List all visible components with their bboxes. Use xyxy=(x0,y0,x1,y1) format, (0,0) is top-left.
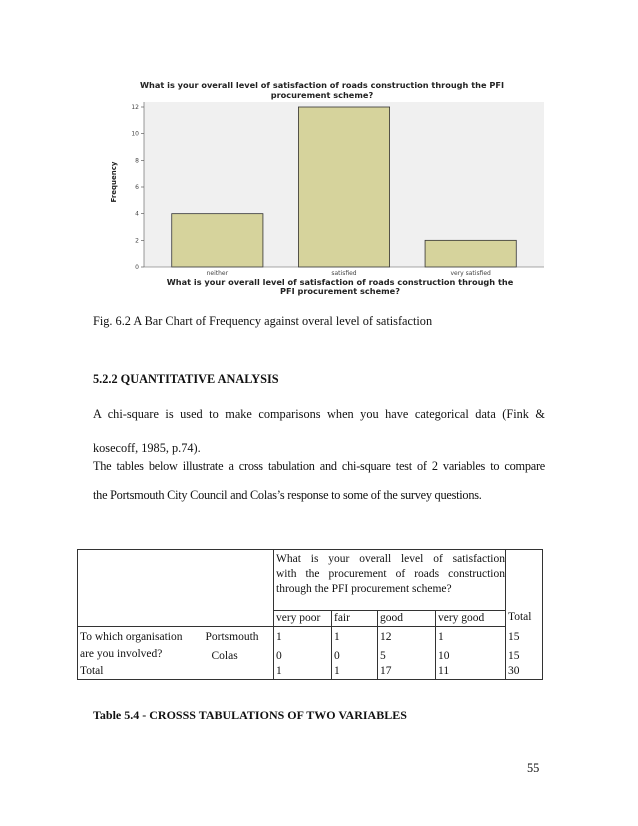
paragraph-1-line-1: A chi-square is used to make comparisons when you have categorical data (Fink & xyxy=(93,407,545,421)
x-axis-label-line1: What is your overall level of satisfaction of roads construction through the xyxy=(166,277,514,287)
x-tick-label: neither xyxy=(206,270,229,277)
cell: 12 xyxy=(378,627,436,646)
row-name-colas: Colas xyxy=(204,645,274,664)
cell: 5 xyxy=(378,645,436,664)
section-heading: 5.2.2 QUANTITATIVE ANALYSIS xyxy=(93,372,279,386)
figure-caption: Fig. 6.2 A Bar Chart of Frequency against overal level of satisfaction xyxy=(93,314,433,328)
table-caption: Table 5.4 - CROSSS TABULATIONS OF TWO VARIABLES xyxy=(93,708,407,722)
cell: 15 xyxy=(506,645,543,664)
header-very-poor: very poor xyxy=(274,610,332,627)
header-total: Total xyxy=(506,550,543,627)
y-tick-label: 6 xyxy=(135,184,139,191)
cell: 1 xyxy=(274,664,332,680)
page-number: 55 xyxy=(527,761,540,775)
table-row xyxy=(78,627,543,646)
chart-title-line2: procurement scheme? xyxy=(270,90,374,100)
cell: 1 xyxy=(274,627,332,646)
y-tick-label: 0 xyxy=(135,264,139,271)
bar-very-satisfied xyxy=(425,240,516,267)
cell: 1 xyxy=(332,627,378,646)
y-axis-label: Frequency xyxy=(110,161,118,203)
empty-corner-cell-2 xyxy=(78,610,274,627)
cell: 15 xyxy=(506,627,543,646)
cell: 0 xyxy=(332,645,378,664)
table-row xyxy=(78,550,543,611)
cross-tabulation-table xyxy=(77,549,543,680)
y-tick-label: 2 xyxy=(135,237,139,245)
total-label: Total xyxy=(78,664,204,680)
paragraph-2-line-2: the Portsmouth City Council and Colas’s response to some of the survey questions. xyxy=(93,488,482,502)
cell: 1 xyxy=(436,627,506,646)
bar-chart-svg xyxy=(100,74,544,296)
row-label-line1: To which organisation xyxy=(78,627,204,646)
question-line-3: through the PFI procurement scheme? xyxy=(276,583,452,595)
row-label-line2: are you involved? xyxy=(78,645,204,664)
y-tick-label: 4 xyxy=(135,210,139,218)
paragraph-1-line-2: kosecoff, 1985, p.74). xyxy=(93,441,201,455)
empty-cell xyxy=(204,664,274,680)
header-good: good xyxy=(378,610,436,627)
cell: 10 xyxy=(436,645,506,664)
empty-corner-cell xyxy=(78,550,274,611)
y-tick-label: 10 xyxy=(131,130,139,138)
table-row xyxy=(78,664,543,680)
bar-chart xyxy=(100,74,544,296)
row-name-portsmouth: Portsmouth xyxy=(204,627,274,646)
question-header-cell xyxy=(274,550,506,611)
x-tick-label: satisfied xyxy=(331,270,357,277)
x-axis-label-line2: PFI procurement scheme? xyxy=(280,286,400,296)
chart-title-line1: What is your overall level of satisfaction of roads construction through the PFI xyxy=(139,80,505,90)
table-row xyxy=(78,645,543,664)
header-fair: fair xyxy=(332,610,378,627)
question-line-1: What is your overall level of satisfaction xyxy=(276,553,505,565)
cell: 0 xyxy=(274,645,332,664)
bar-satisfied xyxy=(298,107,389,267)
header-very-good: very good xyxy=(436,610,506,627)
y-tick-label: 8 xyxy=(135,157,139,165)
cell: 11 xyxy=(436,664,506,680)
x-tick-label: very satisfied xyxy=(450,270,491,277)
bar-neither xyxy=(172,214,263,267)
cell: 1 xyxy=(332,664,378,680)
table-row xyxy=(78,610,543,627)
paragraph-2-line-1: The tables below illustrate a cross tabulation and chi-square test of 2 variables to compare xyxy=(93,459,545,473)
cell: 30 xyxy=(506,664,543,680)
cell: 17 xyxy=(378,664,436,680)
question-line-2: with the procurement of roads construction xyxy=(276,568,505,580)
y-tick-label: 12 xyxy=(131,104,139,111)
